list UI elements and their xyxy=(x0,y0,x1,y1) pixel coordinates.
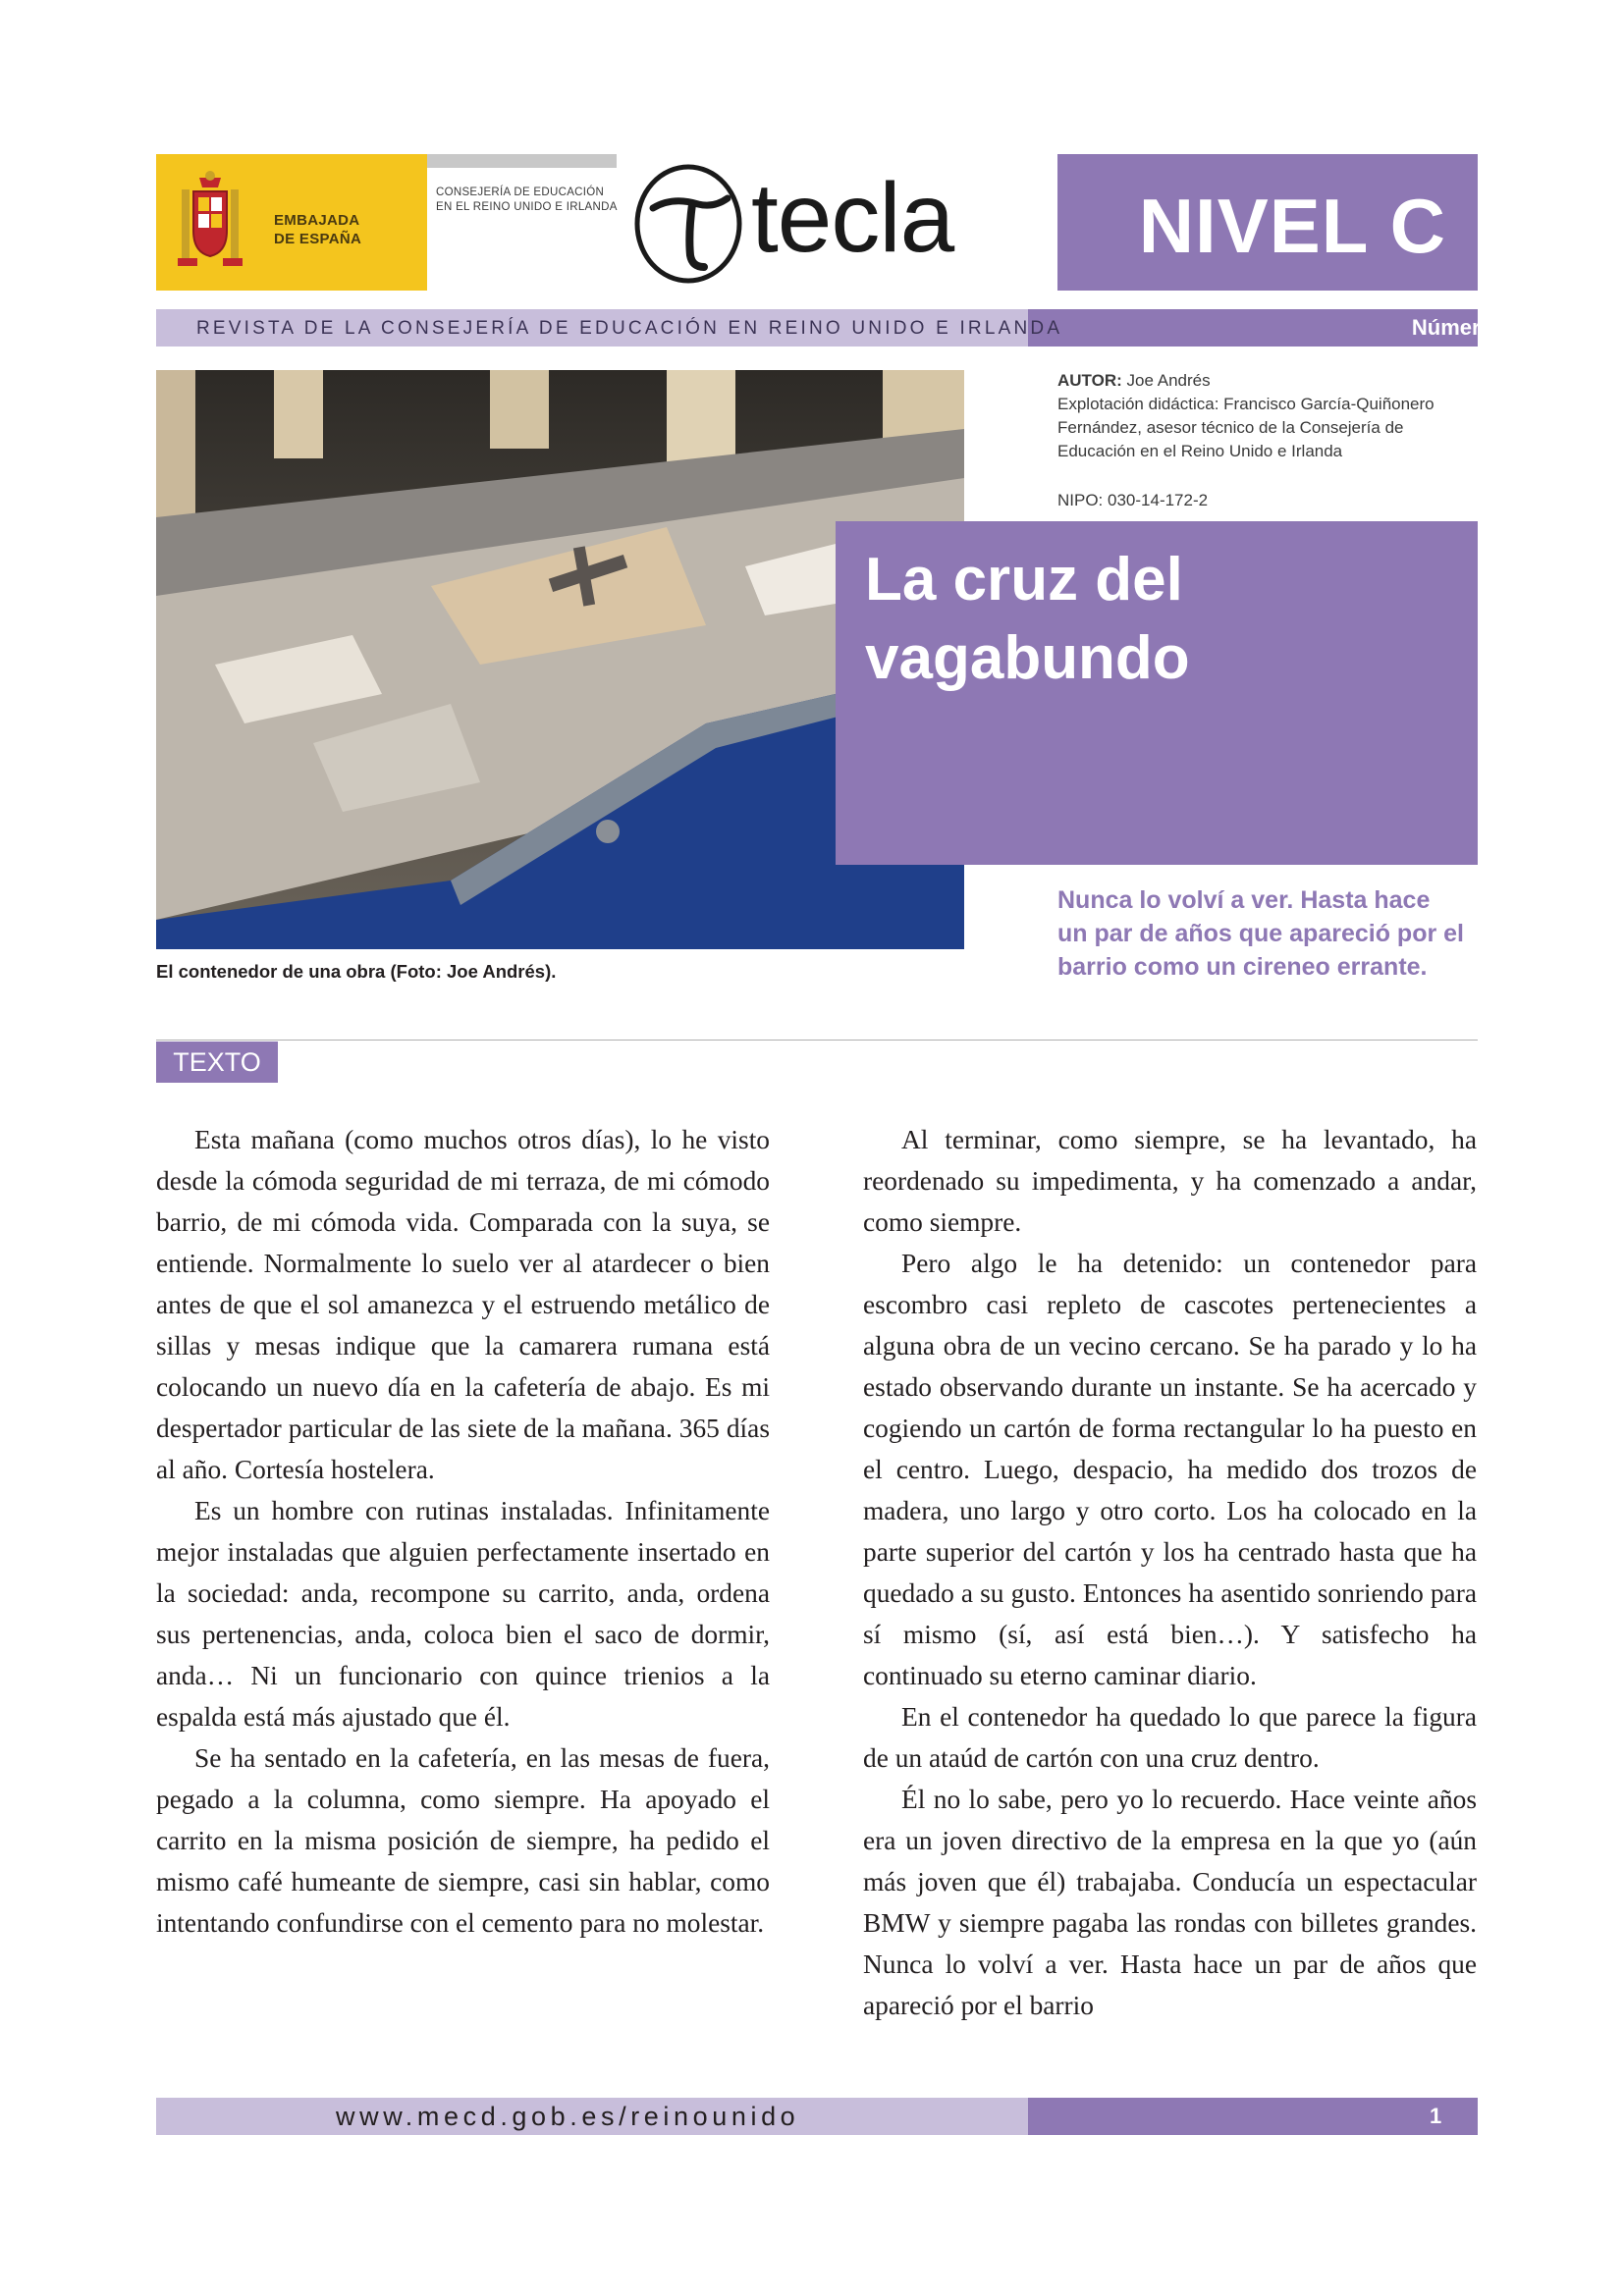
section-rule xyxy=(156,1040,1478,1041)
title-box xyxy=(836,521,1478,865)
photo-caption: El contenedor de una obra (Foto: Joe Andrés). xyxy=(156,961,557,982)
explotacion-line: Fernández, asesor técnico de la Consejería de xyxy=(1057,418,1404,437)
paragraph: Al terminar, como siempre, se ha levantado, ha reordenado su impedimenta, y ha comenzado a andar, como siempre. xyxy=(863,1125,1477,1237)
nipo: NIPO: 030-14-172-2 xyxy=(1057,491,1209,509)
paragraph: Pero algo le ha detenido: un contenedor para escombro casi repleto de cascotes pertenecientes a alguna obra de un vecino cercano. Se ha parado y lo ha estado observando durante un instante. Se ha acercado y cogiendo un cartón de forma rectangular lo ha puesto en el centro. Luego, despacio, ha medido dos trozos de madera, uno largo y otro corto. Los ha colocado en la parte superior del cartón y los ha centrado hasta que ha quedado a su gusto. Entonces ha asentido sonriendo para sí mismo (sí, así está bien…). Y satisfecho ha continuado su eterno caminar diario. xyxy=(863,1249,1477,1690)
website-link[interactable]: www.mecd.gob.es/reinounido xyxy=(336,2102,800,2131)
article-teaser: Nunca lo volví a ver. Hasta hace un par de años que apareció por el barrio como un cireneo errante. xyxy=(1057,886,1464,981)
issue-number: Número: 3 / 2014 xyxy=(1411,315,1585,340)
coat-of-arms-icon xyxy=(172,168,248,276)
paragraph: En el contenedor ha quedado lo que parece la figura de un ataúd de cartón con una cruz dentro. xyxy=(863,1702,1477,1773)
logo-divider xyxy=(427,154,617,168)
page-number: 1 xyxy=(1430,2104,1442,2128)
author-name: Joe Andrés xyxy=(1126,371,1211,390)
tecla-t-icon xyxy=(631,157,749,285)
paragraph: Es un hombre con rutinas instaladas. Infinitamente mejor instaladas que alguien perfectamente insertado en la sociedad: anda, recompone su carrito, anda, ordena sus pertenencias, anda, coloca bien el saco de dormir, anda… Ni un funcionario con quince trienios a la espalda está más ajustado que él. xyxy=(156,1496,770,1732)
text-column-right xyxy=(863,1119,1477,2026)
footer-page-band xyxy=(1028,2098,1478,2135)
section-label: TEXTO xyxy=(156,1041,278,1083)
credits xyxy=(1057,369,1489,463)
embajada-text: EMBAJADA DE ESPAÑA xyxy=(274,212,362,247)
level-label: NIVEL C xyxy=(1138,183,1446,269)
magazine-tagline: REVISTA DE LA CONSEJERÍA DE EDUCACIÓN EN REINO UNIDO E IRLANDA xyxy=(196,318,1063,339)
paragraph: Se ha sentado en la cafetería, en las mesas de fuera, pegado a la columna, como siempre. Ha apoyado el carrito en la misma posición de siempre, ha pedido el mismo café humeante de siempre, casi sin hablar, como intentando confundirse con el cemento para no molestar. xyxy=(156,1743,770,1938)
embajada-logo xyxy=(156,154,427,291)
author-label: AUTOR: xyxy=(1057,371,1122,390)
explotacion-line: Explotación didáctica: Francisco García-Quiñonero xyxy=(1057,395,1435,413)
issue-band xyxy=(1028,309,1478,347)
consejeria-text: CONSEJERÍA DE EDUCACIÓN EN EL REINO UNIDO E IRLANDA xyxy=(436,187,618,213)
article-title: La cruz del vagabundo xyxy=(865,546,1190,692)
explotacion-line: Educación en el Reino Unido e Irlanda xyxy=(1057,442,1343,460)
paragraph: Él no lo sabe, pero yo lo recuerdo. Hace veinte años era un joven directivo de la empresa en la que yo (aún más joven que él) trabajaba. Conducía un espectacular BMW y siempre pagaba las rondas con billetes grandes. Nunca lo volví a ver. Hasta hace un par de años que apareció por el barrio xyxy=(863,1785,1477,2020)
paragraph: Esta mañana (como muchos otros días), lo he visto desde la cómoda seguridad de mi terraza, de mi cómodo barrio, de mi cómoda vida. Comparada con la suya, se entiende. Normalmente lo suelo ver al atardecer o bien antes de que el sol amanezca y el estruendo metálico de sillas y mesas indique que la camarera rumana está colocando un nuevo día en la cafetería de abajo. Es mi despertador particular de las siete de la mañana. 365 días al año. Cortesía hostelera. xyxy=(156,1125,770,1484)
level-box xyxy=(1057,154,1478,291)
text-column-left xyxy=(156,1119,770,1944)
magazine-name: tecla xyxy=(751,163,954,273)
tecla-logo xyxy=(631,157,1004,285)
